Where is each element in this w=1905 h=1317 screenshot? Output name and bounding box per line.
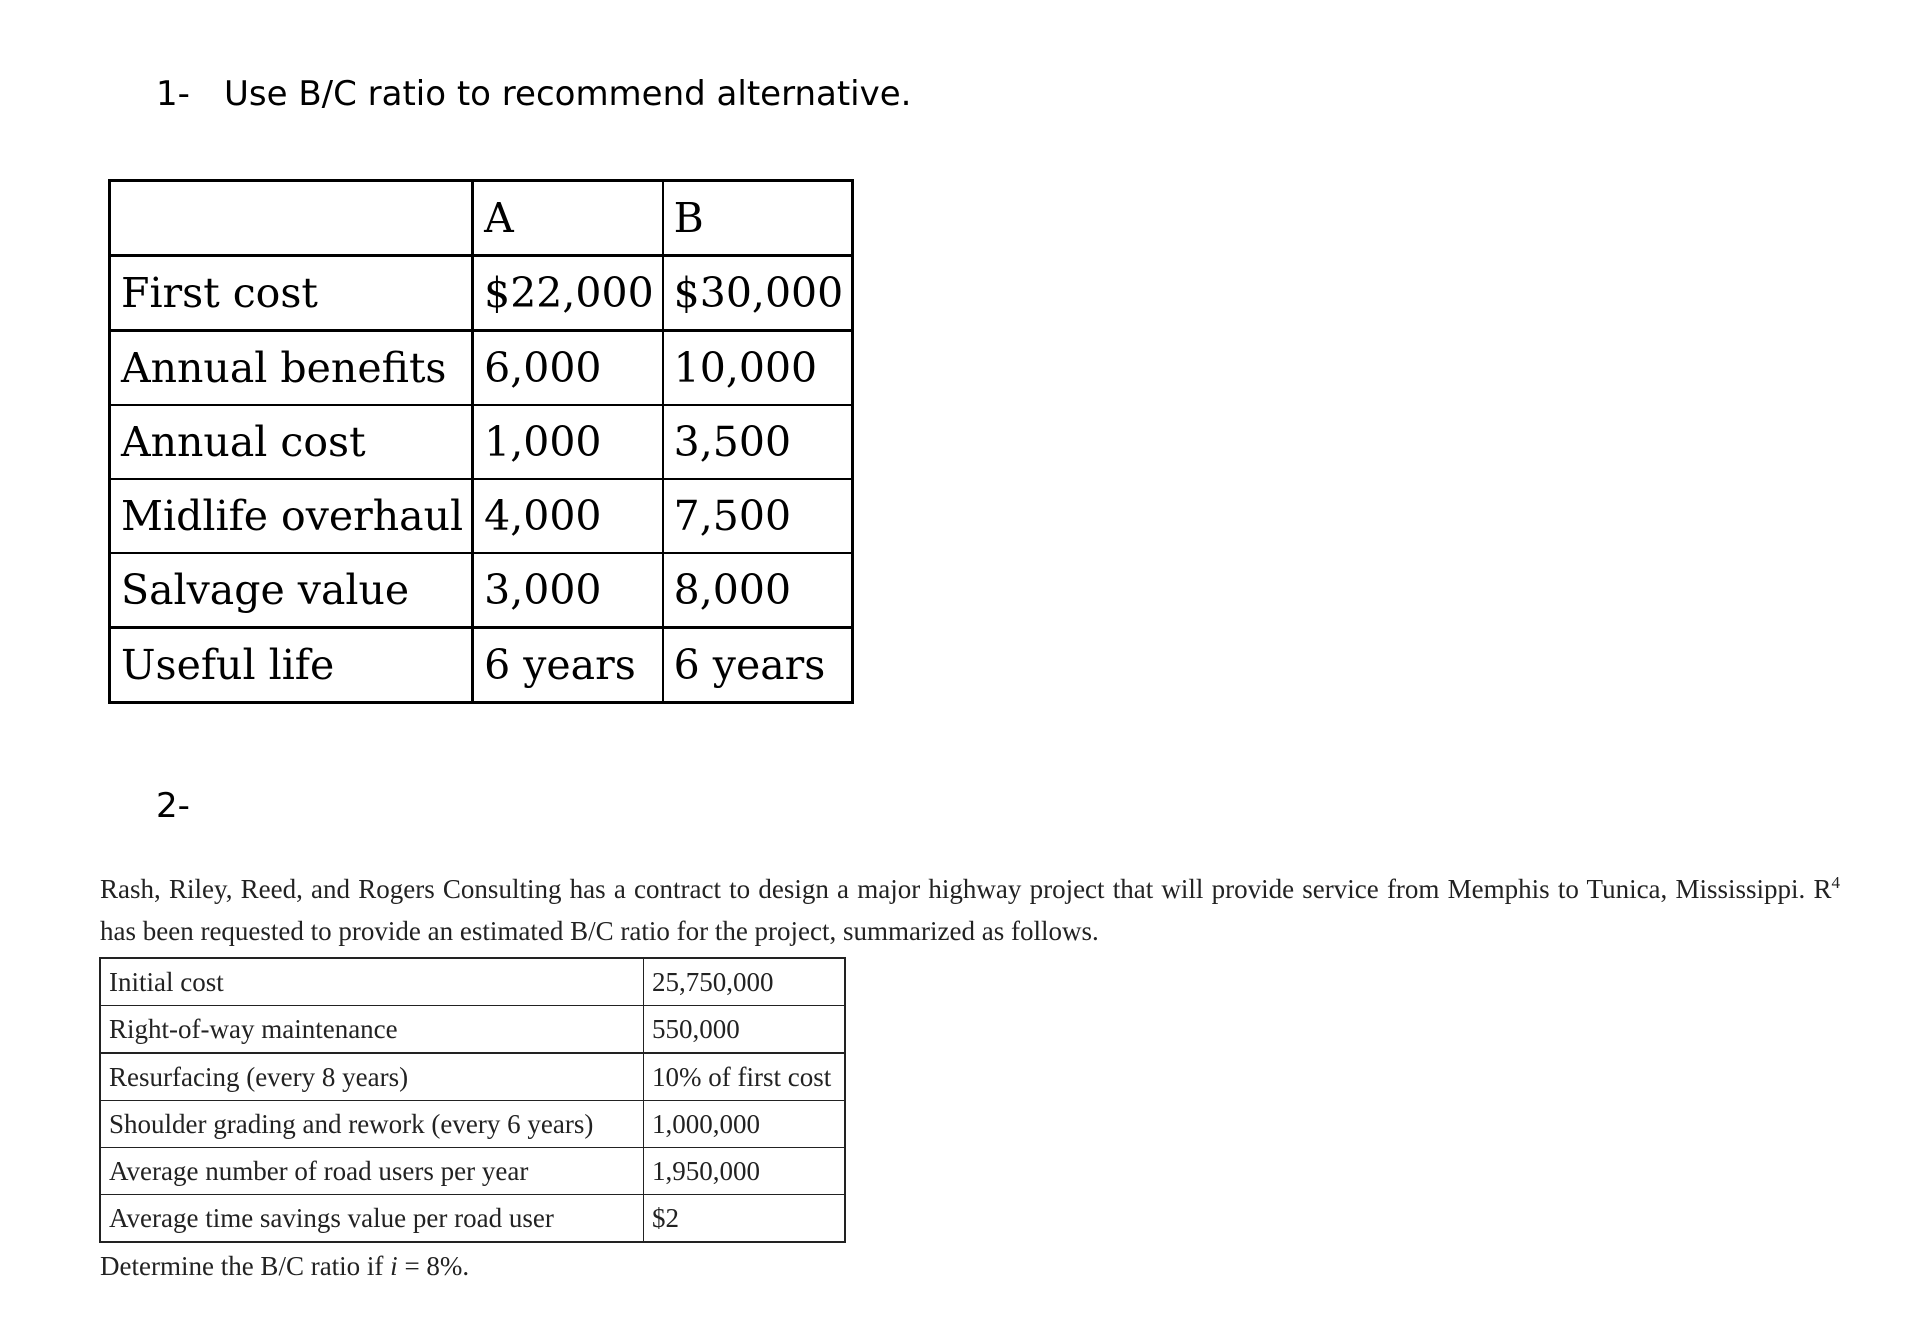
table-row xyxy=(110,405,853,479)
row-label: Average time savings value per road user xyxy=(100,1195,644,1243)
problem-statement-part1: Rash, Riley, Reed, and Rogers Consulting has a contract to design a major highway project that will provide service from Memphis to Tunica, Mississippi. R xyxy=(100,874,1832,904)
alternatives-table xyxy=(108,179,854,704)
row-label: Annual benefits xyxy=(110,331,473,406)
table-row xyxy=(100,1053,845,1101)
row-label: Shoulder grading and rework (every 6 years) xyxy=(100,1101,644,1148)
row-label: Midlife overhaul xyxy=(110,479,473,553)
alt-a-value: 4,000 xyxy=(473,479,663,553)
row-value: 25,750,000 xyxy=(644,958,846,1006)
superscript: 4 xyxy=(1831,873,1840,892)
table-row xyxy=(100,1101,845,1148)
alt-a-value: $22,000 xyxy=(473,256,663,331)
row-value: 10% of first cost xyxy=(644,1053,846,1101)
table-row xyxy=(110,553,853,628)
alt-b-value: 3,500 xyxy=(663,405,853,479)
table-header-empty xyxy=(110,181,473,256)
project-data-table xyxy=(99,957,846,1243)
table-row xyxy=(110,628,853,703)
row-label: Useful life xyxy=(110,628,473,703)
table-row xyxy=(110,331,853,406)
question-2-heading: 2- xyxy=(156,786,190,826)
row-value: 550,000 xyxy=(644,1006,846,1054)
alt-b-value: 6 years xyxy=(663,628,853,703)
question-prompt xyxy=(100,1251,469,1282)
row-label: Average number of road users per year xyxy=(100,1148,644,1195)
alt-a-value: 1,000 xyxy=(473,405,663,479)
row-label: Salvage value xyxy=(110,553,473,628)
alt-a-value: 6 years xyxy=(473,628,663,703)
alt-a-value: 3,000 xyxy=(473,553,663,628)
prompt-part2: = 8%. xyxy=(397,1251,470,1281)
table-header-row xyxy=(110,181,853,256)
question-1-text: Use B/C ratio to recommend alternative. xyxy=(224,74,912,114)
table-row xyxy=(100,1148,845,1195)
alt-b-value: 8,000 xyxy=(663,553,853,628)
table-row xyxy=(100,1006,845,1054)
question-1-heading xyxy=(156,74,911,114)
problem-statement xyxy=(100,868,1840,952)
row-label: Annual cost xyxy=(110,405,473,479)
table-row xyxy=(110,479,853,553)
alt-b-value: 7,500 xyxy=(663,479,853,553)
table-row xyxy=(100,958,845,1006)
table-row xyxy=(110,256,853,331)
row-label: Initial cost xyxy=(100,958,644,1006)
question-1-number: 1- xyxy=(156,74,190,114)
table-header-b: B xyxy=(663,181,853,256)
row-value: 1,950,000 xyxy=(644,1148,846,1195)
row-label: Resurfacing (every 8 years) xyxy=(100,1053,644,1101)
alt-a-value: 6,000 xyxy=(473,331,663,406)
row-label: Right-of-way maintenance xyxy=(100,1006,644,1054)
alt-b-value: 10,000 xyxy=(663,331,853,406)
row-label: First cost xyxy=(110,256,473,331)
prompt-part1: Determine the B/C ratio if xyxy=(100,1251,391,1281)
row-value: 1,000,000 xyxy=(644,1101,846,1148)
alt-b-value: $30,000 xyxy=(663,256,853,331)
row-value: $2 xyxy=(644,1195,846,1243)
table-header-a: A xyxy=(473,181,663,256)
problem-statement-part2: has been requested to provide an estimated B/C ratio for the project, summarized as follows. xyxy=(100,916,1099,946)
table-row xyxy=(100,1195,845,1243)
interest-variable: i xyxy=(390,1251,398,1281)
